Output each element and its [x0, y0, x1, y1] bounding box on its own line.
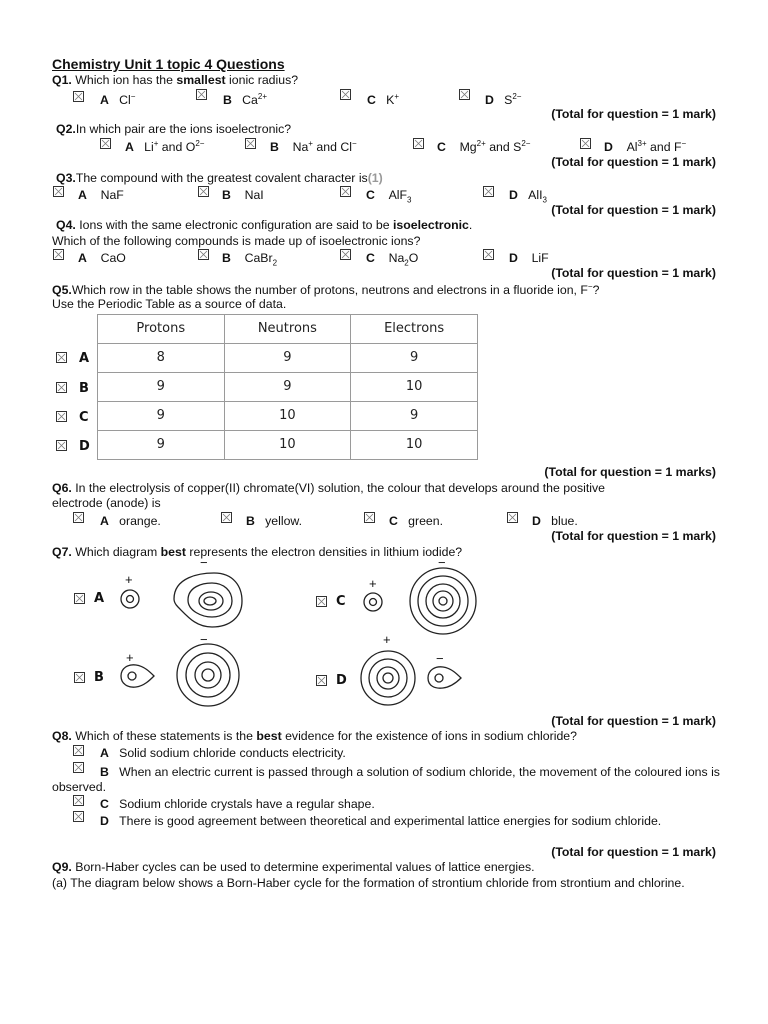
- q8-option-d: D There is good agreement between theoretical and experimental lattice energies for sodium chloride.: [100, 814, 662, 828]
- q7-number: Q7.: [52, 545, 72, 559]
- q4-option-d: D LiF: [509, 251, 549, 265]
- q7-diagram-b: [112, 640, 242, 715]
- q2-option-a: A Li+ and $O^{2-}$: [125, 139, 205, 155]
- q8-option-c-checkbox[interactable]: [73, 795, 84, 806]
- q2-question: Q2.In which pair are the ions isoelectronic?: [56, 122, 292, 136]
- q1-option-a-checkbox[interactable]: [73, 91, 84, 102]
- q4-option-c-checkbox[interactable]: [340, 249, 351, 260]
- q5-line2: Use the Periodic Table as a source of data.: [52, 297, 287, 311]
- q9-question: Q9. Born-Haber cycles can be used to determine experimental values of lattice energies.: [52, 860, 535, 874]
- q4-option-a-checkbox[interactable]: [53, 249, 64, 260]
- q4-line2: Which of the following compounds is made up of isoelectronic ions?: [52, 234, 421, 248]
- q7-diagram-d: [355, 640, 485, 715]
- q3-option-b-checkbox[interactable]: [198, 186, 209, 197]
- q5-option-b-checkbox[interactable]: [56, 382, 67, 393]
- q5-option-a-checkbox[interactable]: [56, 352, 67, 363]
- q2-option-d: D $Al^{3+}$ and F−: [604, 139, 687, 155]
- q5-option-c-checkbox[interactable]: [56, 411, 67, 422]
- q8-option-a: A Solid sodium chloride conducts electricity.: [100, 746, 346, 760]
- q7-question: Q7. Which diagram best represents the electron densities in lithium iodide?: [52, 545, 463, 559]
- q1-option-b: B $Ca^{2+}$: [223, 92, 267, 108]
- q2-total: (Total for question = 1 mark): [551, 155, 716, 169]
- q2-number: Q2.: [56, 122, 76, 136]
- q6-line2: electrode (anode) is: [52, 496, 161, 510]
- q2-option-a-checkbox[interactable]: [100, 138, 111, 149]
- q7-option-c-checkbox[interactable]: [316, 596, 327, 607]
- q1-option-c: C K+: [367, 92, 400, 108]
- q6-option-d: D blue.: [532, 514, 578, 528]
- q4-option-a: A CaO: [78, 251, 126, 265]
- q6-option-b: B yellow.: [246, 514, 303, 528]
- q5-table: [97, 314, 478, 460]
- q7-b-minus-sign: −: [200, 632, 208, 647]
- q5-row-b-label: B: [79, 381, 89, 396]
- q7-total: (Total for question = 1 mark): [551, 714, 716, 728]
- q7-c-plus-sign: +: [369, 576, 377, 591]
- q5-row-d-label: D: [79, 439, 90, 454]
- q4-option-c: C $Na_2O$: [366, 251, 419, 268]
- q4-question: Q4. Ions with the same electronic configuration are said to be isoelectronic.: [56, 218, 473, 232]
- q5-header-electrons: Electrons: [351, 315, 478, 344]
- q1-option-b-checkbox[interactable]: [196, 89, 207, 100]
- q7-option-c-label: C: [336, 594, 346, 609]
- q3-option-d-checkbox[interactable]: [483, 186, 494, 197]
- q7-d-plus-sign: +: [383, 632, 391, 647]
- q1-question: Q1. Which ion has the smallest ionic radius?: [52, 73, 299, 87]
- table-row: 9 9 10: [98, 373, 478, 402]
- table-row: 8 9 9: [98, 344, 478, 373]
- q5-row-c-label: C: [79, 410, 89, 425]
- q7-b-plus-sign: +: [126, 650, 134, 665]
- page-title: Chemistry Unit 1 topic 4 Questions: [52, 56, 285, 72]
- q2-option-c: C $Mg^{2+}$ and $S^{2-}$: [437, 139, 531, 155]
- q5-header-neutrons: Neutrons: [224, 315, 351, 344]
- q6-option-c: C green.: [389, 514, 444, 528]
- q6-option-a-checkbox[interactable]: [73, 512, 84, 523]
- q4-option-b: B CaBr$_2$: [222, 251, 278, 268]
- q3-option-c-checkbox[interactable]: [340, 186, 351, 197]
- q8-question: Q8. Which of these statements is the best evidence for the existence of ions in sodium chloride?: [52, 729, 577, 743]
- q8-total: (Total for question = 1 mark): [551, 845, 716, 859]
- q6-option-b-checkbox[interactable]: [221, 512, 232, 523]
- q4-number: Q4.: [56, 218, 76, 232]
- q5-header-row: [98, 315, 478, 344]
- q7-option-b-checkbox[interactable]: [74, 672, 85, 683]
- q1-option-a: A Cl−: [100, 92, 136, 108]
- q6-question: Q6. In the electrolysis of copper(II) chromate(VI) solution, the colour that develops around the positive: [52, 481, 605, 495]
- q5-total: (Total for question = 1 marks): [544, 465, 716, 479]
- q1-option-d-checkbox[interactable]: [459, 89, 470, 100]
- q5-question: Q5.Which row in the table shows the number of protons, neutrons and electrons in a fluoride ion, F−?: [52, 282, 600, 298]
- q3-option-c: C AlF$_3$: [366, 188, 412, 205]
- q6-option-c-checkbox[interactable]: [364, 512, 375, 523]
- q3-option-d: D AlI$_3$: [509, 188, 547, 205]
- q9-number: Q9.: [52, 860, 72, 874]
- q7-option-d-checkbox[interactable]: [316, 675, 327, 686]
- q7-option-b-label: B: [94, 670, 104, 685]
- q7-a-minus-sign: −: [200, 555, 208, 570]
- q2-option-b: B Na+ and Cl−: [270, 139, 357, 155]
- q8-option-a-checkbox[interactable]: [73, 745, 84, 756]
- q6-option-a: A orange.: [100, 514, 161, 528]
- q7-a-plus-sign: +: [125, 572, 133, 587]
- q1-total: (Total for question = 1 mark): [551, 107, 716, 121]
- q4-option-d-checkbox[interactable]: [483, 249, 494, 260]
- q7-option-a-checkbox[interactable]: [74, 593, 85, 604]
- q4-option-b-checkbox[interactable]: [198, 249, 209, 260]
- q7-option-d-label: D: [336, 673, 347, 688]
- q7-c-minus-sign: −: [438, 555, 446, 570]
- q3-number: Q3.: [56, 171, 76, 185]
- q3-question: Q3.The compound with the greatest covalent character is(1): [56, 171, 383, 185]
- q9-part-a: (a) The diagram below shows a Born-Haber cycle for the formation of strontium chloride from strontium and chlorine.: [52, 876, 685, 890]
- q7-option-a-label: A: [94, 591, 105, 606]
- q3-option-a-checkbox[interactable]: [53, 186, 64, 197]
- q2-option-b-checkbox[interactable]: [245, 138, 256, 149]
- table-row: 9 10 10: [98, 431, 478, 460]
- q6-option-d-checkbox[interactable]: [507, 512, 518, 523]
- q7-diagram-c: [355, 565, 485, 635]
- q3-total: (Total for question = 1 mark): [551, 203, 716, 217]
- q5-number: Q5.: [52, 283, 72, 298]
- q5-row-a-label: A: [79, 351, 90, 366]
- q8-number: Q8.: [52, 729, 72, 743]
- q7-diagram-a: [112, 565, 252, 635]
- q3-option-b: B NaI: [222, 188, 264, 202]
- q7-d-minus-sign: −: [436, 651, 444, 666]
- q6-total: (Total for question = 1 mark): [551, 529, 716, 543]
- q5-header-protons: Protons: [98, 315, 225, 344]
- q2-option-c-checkbox[interactable]: [413, 138, 424, 149]
- q5-option-d-checkbox[interactable]: [56, 440, 67, 451]
- q1-number: Q1.: [52, 73, 72, 87]
- q1-option-c-checkbox[interactable]: [340, 89, 351, 100]
- q8-option-c: C Sodium chloride crystals have a regular shape.: [100, 797, 375, 811]
- q4-total: (Total for question = 1 mark): [551, 266, 716, 280]
- q3-option-a: A NaF: [78, 188, 124, 202]
- table-row: 9 10 9: [98, 402, 478, 431]
- q8-option-b: B When an electric current is passed through a solution of sodium chloride, the movement of the coloured ions is observed.: [52, 765, 720, 794]
- q6-number: Q6.: [52, 481, 72, 495]
- q1-option-d: D $S^{2-}$: [485, 92, 522, 108]
- q2-option-d-checkbox[interactable]: [580, 138, 591, 149]
